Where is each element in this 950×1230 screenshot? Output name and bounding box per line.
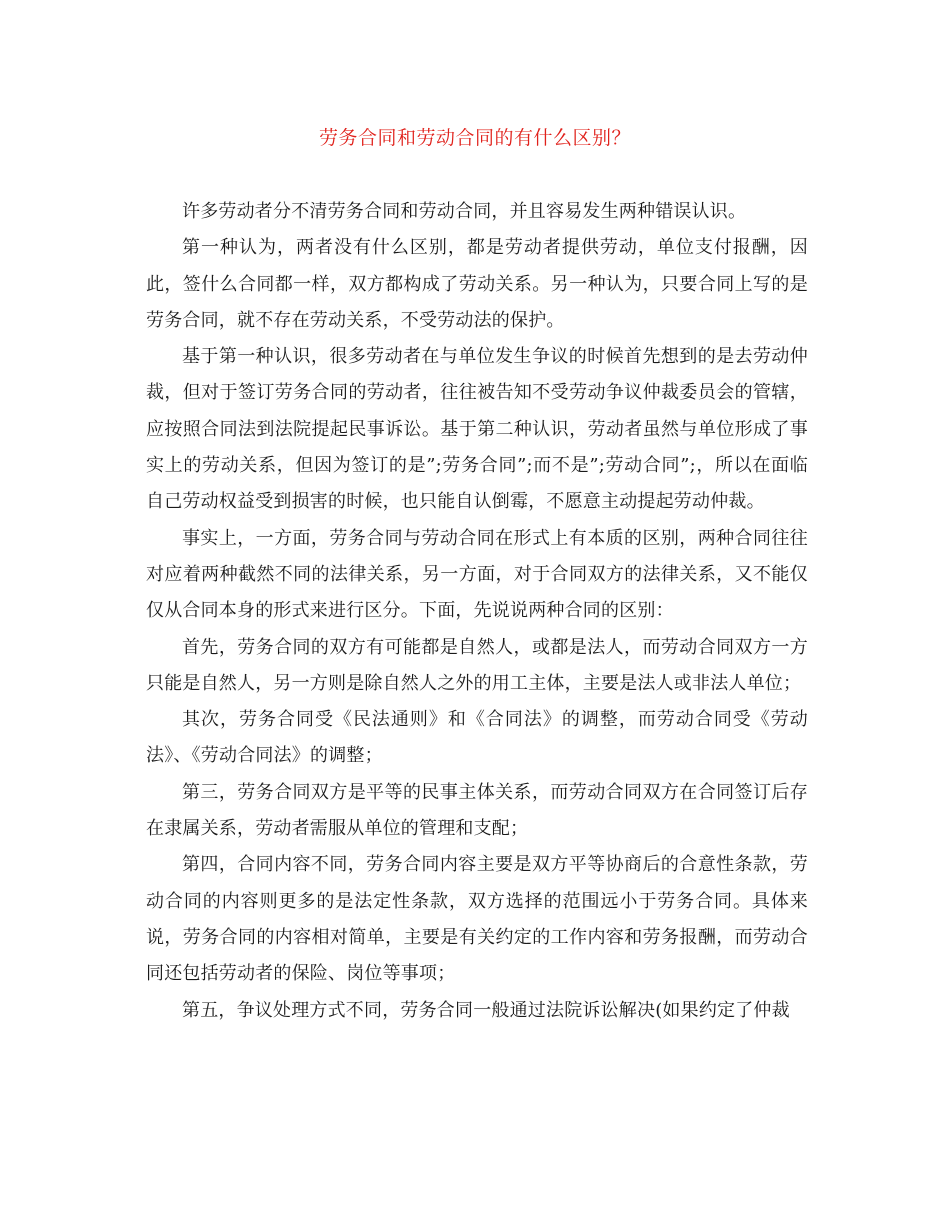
document-title: 劳务合同和劳动合同的有什么区别？ [318,127,631,149]
paragraph-6: 其次，劳务合同受《民法通则》和《合同法》的调整，而劳动合同受《劳动法》、《劳动合同法》的调整； [146,709,808,767]
paragraph-8: 第四，合同内容不同，劳务合同内容主要是双方平等协商后的合意性条款，劳动合同的内容则更多的是法定性条款，双方选择的范围远小于劳务合同。具体来说，劳务合同的内容相对简单，主要是有关约定的工作内容和劳务报酬，而劳动合同还包括劳动者的保险、岗位等事项； [146,854,808,985]
paragraph-2: 第一种认为，两者没有什么区别，都是劳动者提供劳动，单位支付报酬，因此，签什么合同都一样，双方都构成了劳动关系。另一种认为，只要合同上写的是劳务合同，就不存在劳动关系，不受劳动法的保护。 [146,237,808,331]
paragraph-5: 首先，劳务合同的双方有可能都是自然人，或都是法人，而劳动合同双方一方只能是自然人，另一方则是除自然人之外的用工主体，主要是法人或非法人单位； [146,636,808,694]
paragraph-7: 第三，劳务合同双方是平等的民事主体关系，而劳动合同双方在合同签订后存在隶属关系，劳动者需服从单位的管理和支配； [146,781,808,840]
paragraph-4: 事实上，一方面，劳务合同与劳动合同在形式上有本质的区别，两种合同往往对应着两种截然不同的法律关系，另一方面，对于合同双方的法律关系，又不能仅仅从合同本身的形式来进行区分。下面，先说说两种合同的区别： [146,527,808,622]
document-body [146,194,808,1029]
paragraph-3: 基于第一种认识，很多劳动者在与单位发生争议的时候首先想到的是去劳动仲裁，但对于签订劳务合同的劳动者，往往被告知不受劳动争议仲裁委员会的管辖，应按照合同法到法院提起民事诉讼。基于第二种认识，劳动者虽然与单位形成了事实上的劳动关系，但因为签订的是”;劳务合同”;而不是”;劳动合同”;，所以在面临自己劳动权益受到损害的时候，也只能自认倒霉，不愿意主动提起劳动仲裁。 [146,346,808,513]
paragraph-1: 许多劳动者分不清劳务合同和劳动合同，并且容易发生两种错误认识。 [182,201,747,222]
paragraph-9: 第五，争议处理方式不同，劳务合同一般通过法院诉讼解决(如果约定了仲裁 [182,999,790,1021]
